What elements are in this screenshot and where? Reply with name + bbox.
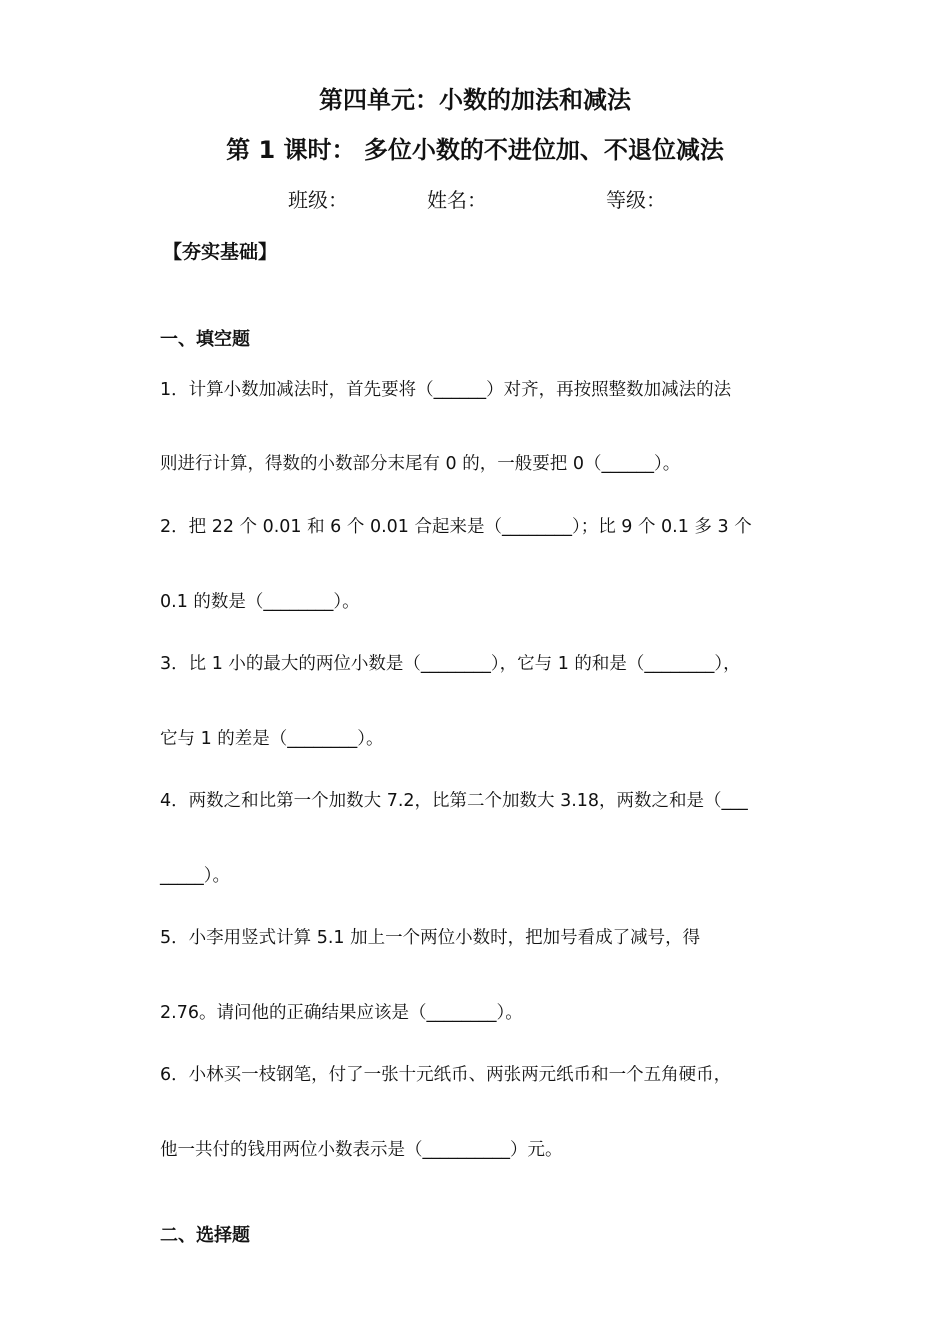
grade-label: 等级： <box>606 188 666 212</box>
question-line: 6．小林买一枝钢笔，付了一张十元纸币、两张两元纸币和一个五角硬币， <box>160 1065 732 1085</box>
question-line: 2.76。请问他的正确结果应该是（________）。 <box>160 1003 523 1023</box>
unit-title: 第四单元：小数的加法和减法 <box>319 86 631 114</box>
question-line: 则进行计算，得数的小数部分末尾有 0 的，一般要把 0（______）。 <box>160 454 681 474</box>
name-label: 姓名： <box>427 188 487 212</box>
question-line: 它与 1 的差是（________）。 <box>160 729 384 749</box>
question-line: 0.1 的数是（________）。 <box>160 592 360 612</box>
question-line: 1．计算小数加减法时，首先要将（______）对齐，再按照整数加减法的法 <box>160 380 732 400</box>
section-tag-basics: 【夯实基础】 <box>163 241 278 263</box>
question-line: _____）。 <box>160 866 230 886</box>
question-line: 5．小李用竖式计算 5.1 加上一个两位小数时，把加号看成了减号，得 <box>160 928 701 948</box>
class-label: 班级： <box>288 188 348 212</box>
question-line: 3．比 1 小的最大的两位小数是（________），它与 1 的和是（________）， <box>160 654 741 674</box>
student-info-row <box>0 186 950 214</box>
fill-in-blank-heading: 一、填空题 <box>160 329 250 350</box>
multiple-choice-heading: 二、选择题 <box>160 1225 250 1246</box>
question-line: 他一共付的钱用两位小数表示是（__________）元。 <box>160 1140 563 1160</box>
question-line: 4．两数之和比第一个加数大 7.2，比第二个加数大 3.18，两数之和是（___ <box>160 791 748 811</box>
lesson-title: 第 1 课时： 多位小数的不进位加、不退位减法 <box>226 136 724 164</box>
question-line: 2．把 22 个 0.01 和 6 个 0.01 合起来是（________）；比 9 个 0.1 多 3 个 <box>160 517 752 537</box>
